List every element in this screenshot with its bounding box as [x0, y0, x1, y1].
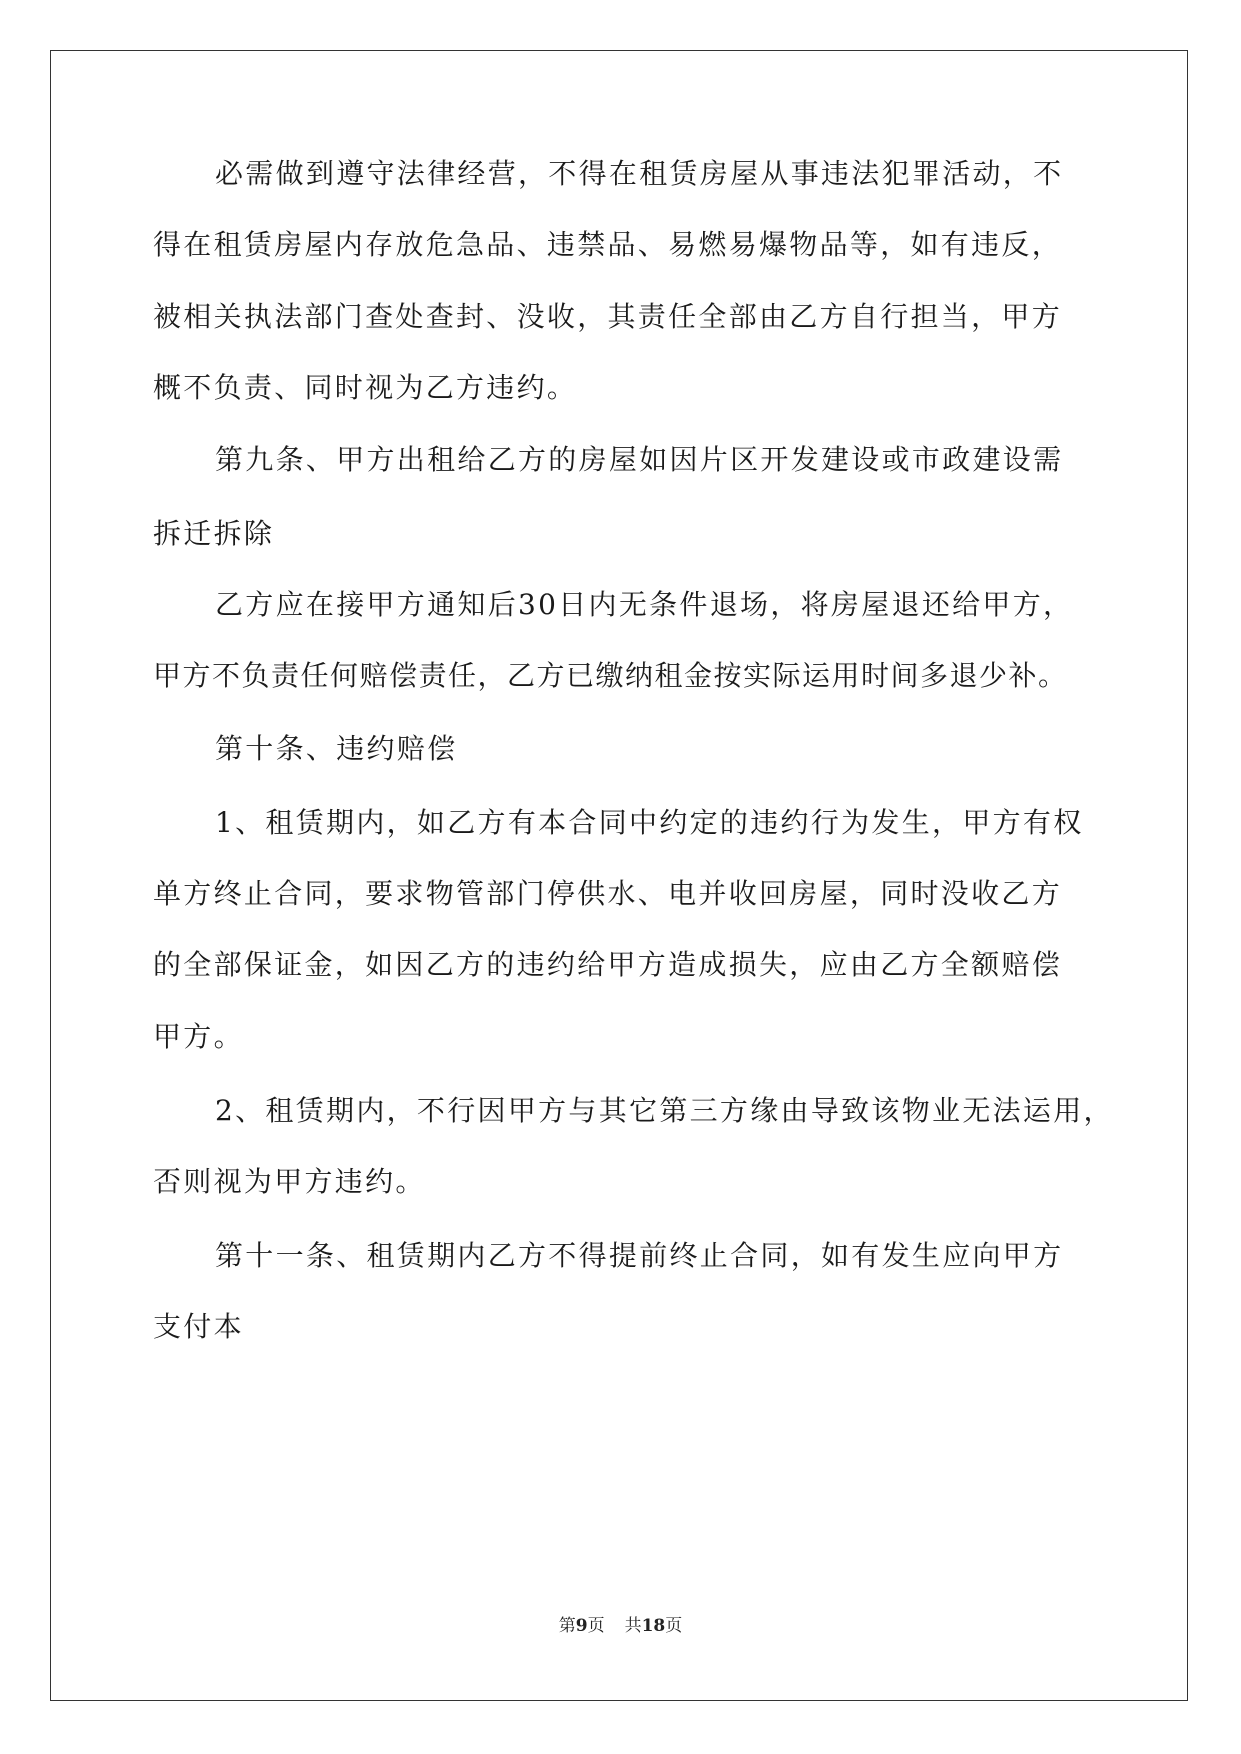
current-page-number: 9	[575, 1616, 588, 1636]
text-line: 甲方。	[153, 1020, 244, 1053]
text-line: 被相关执法部门查处查封、没收，其责任全部由乙方自行担当，甲方	[153, 300, 1063, 333]
text-line: 第十条、违约赔偿	[215, 732, 458, 765]
total-pages-prefix: 共	[624, 1616, 642, 1636]
text-line: 支付本	[153, 1310, 244, 1343]
text-line: 必需做到遵守法律经营，不得在租赁房屋从事违法犯罪活动，不	[215, 157, 1064, 190]
text-line: 第十一条、租赁期内乙方不得提前终止合同，如有发生应向甲方	[215, 1239, 1064, 1272]
text-line: 2、租赁期内，不行因甲方与其它第三方缘由导致该物业无法运用，	[215, 1094, 1114, 1127]
text-line: 概不负责、同时视为乙方违约。	[153, 371, 578, 404]
text-line: 乙方应在接甲方通知后30日内无条件退场，将房屋退还给甲方，	[215, 588, 1074, 621]
text-line: 甲方不负责任何赔偿责任，乙方已缴纳租金按实际运用时间多退少补。	[153, 659, 1068, 692]
text-line: 否则视为甲方违约。	[153, 1165, 426, 1198]
total-pages-suffix: 页	[665, 1616, 683, 1636]
text-line: 拆迁拆除	[153, 517, 275, 550]
text-line: 得在租赁房屋内存放危急品、违禁品、易燃易爆物品等，如有违反，	[153, 228, 1063, 261]
page-number-suffix: 页	[587, 1616, 605, 1636]
text-line: 1、租赁期内，如乙方有本合同中约定的违约行为发生，甲方有权	[215, 806, 1084, 839]
text-line: 第九条、甲方出租给乙方的房屋如因片区开发建设或市政建设需	[215, 443, 1064, 476]
text-line: 单方终止合同，要求物管部门停供水、电并收回房屋，同时没收乙方	[153, 877, 1063, 910]
text-line: 的全部保证金，如因乙方的违约给甲方造成损失，应由乙方全额赔偿	[153, 948, 1063, 981]
page-footer	[0, 1614, 1241, 1638]
total-pages-number: 18	[641, 1616, 666, 1636]
page-number-prefix: 第	[558, 1616, 576, 1636]
